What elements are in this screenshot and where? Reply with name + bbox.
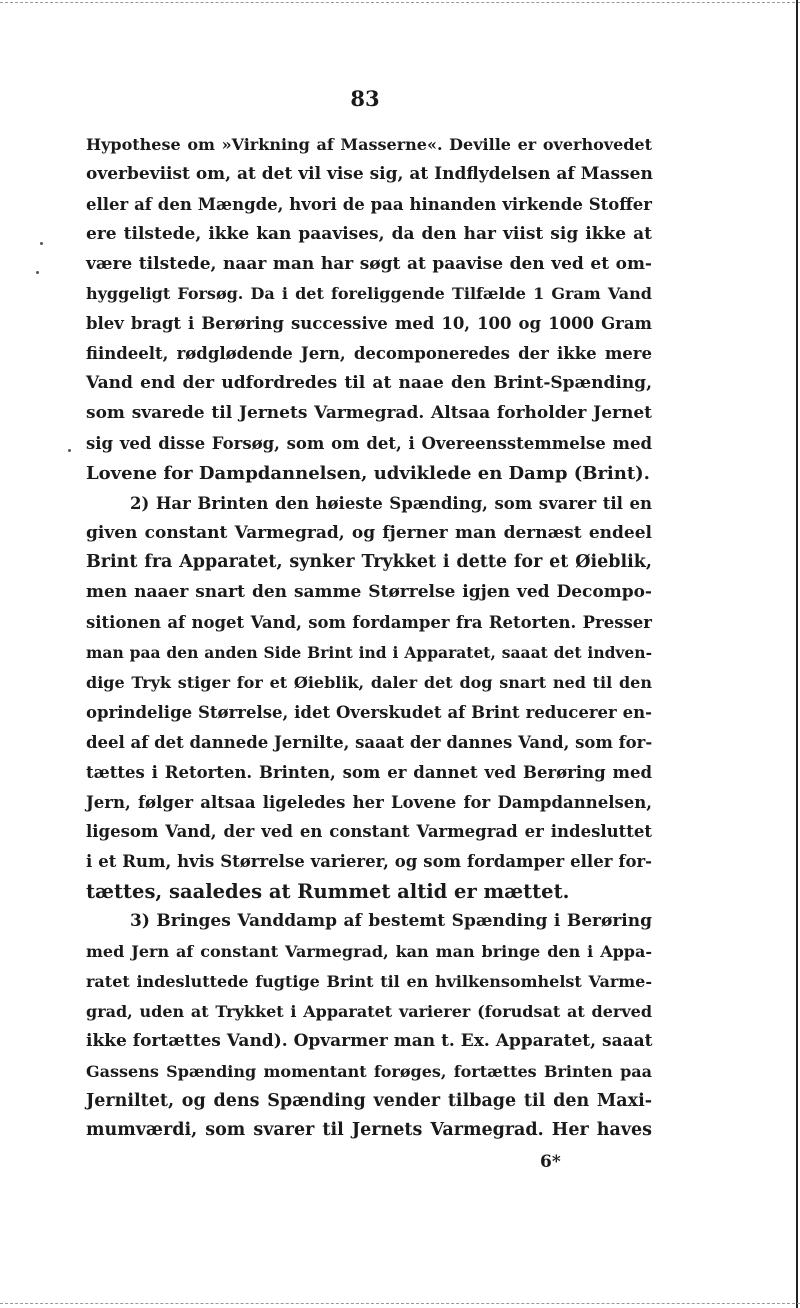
text-line: fiindeelt, rødglødende Jern, decomponeredes der ikke mere <box>86 344 652 364</box>
text-line: overbeviist om, at det vil vise sig, at Indflydelsen af Massen <box>86 163 653 184</box>
text-line: sitionen af noget Vand, som fordamper fra Retorten. Presser <box>86 613 652 633</box>
text-line: hyggeligt Forsøg. Da i det foreliggende Tilfælde 1 Gram Vand <box>86 284 652 304</box>
text-line: Gassens Spænding momentant forøges, fortættes Brinten paa <box>86 1061 652 1081</box>
scan-speck <box>36 271 39 274</box>
text-line: given constant Varmegrad, og fjerner man dernæst endeel <box>86 522 652 543</box>
text-line: Jerniltet, og dens Spænding vender tilbage til den Maxi- <box>86 1090 652 1111</box>
text-line: Vand end der udfordredes til at naae den Brint-Spænding, <box>86 373 652 394</box>
text-line: blev bragt i Berøring successive med 10, 100 og 1000 Gram <box>86 314 652 334</box>
text-line: tættes, saaledes at Rummet altid er mættet. <box>86 880 570 904</box>
body-text <box>86 130 652 1146</box>
text-line: mumværdi, som svarer til Jernets Varmegrad. Her haves <box>86 1120 652 1141</box>
text-line: med Jern af constant Varmegrad, kan man bringe den i Appa- <box>86 942 652 962</box>
text-line: Hypothese om »Virkning af Masserne«. Deville er overhovedet <box>86 135 652 154</box>
text-line: grad, uden at Trykket i Apparatet varierer (forudsat at derved <box>86 1001 652 1021</box>
scan-speck <box>68 449 71 452</box>
signature-mark: 6* <box>540 1152 561 1172</box>
text-line: man paa den anden Side Brint ind i Apparatet, saaat det indven- <box>86 643 652 663</box>
text-line: ligesom Vand, der ved en constant Varmegrad er indesluttet <box>86 822 652 842</box>
text-line: oprindelige Størrelse, idet Overskudet af Brint reducerer en- <box>86 702 652 722</box>
text-line: som svarede til Jernets Varmegrad. Altsaa forholder Jernet <box>86 403 652 424</box>
scan-edge-bottom <box>0 1303 800 1305</box>
text-line: i et Rum, hvis Størrelse varierer, og som fordamper eller for- <box>86 852 652 872</box>
text-line: tættes i Retorten. Brinten, som er dannet ved Berøring med <box>86 762 652 782</box>
text-line: deel af det dannede Jernilte, saaat der dannes Vand, som for- <box>86 732 653 752</box>
text-line: ere tilstede, ikke kan paavises, da den har viist sig ikke at <box>86 223 652 244</box>
text-line: være tilstede, naar man har søgt at paavise den ved et om- <box>86 253 652 274</box>
text-line: ratet indesluttede fugtige Brint til en hvilkensomhelst Varme- <box>86 971 652 991</box>
text-line: Jern, følger altsaa ligeledes her Lovene for Dampdannelsen, <box>86 792 652 812</box>
text-line: dige Tryk stiger for et Øieblik, daler det dog snart ned til den <box>86 673 652 693</box>
page-number: 83 <box>350 86 380 111</box>
scan-edge-right <box>796 0 798 1308</box>
text-line: ikke fortættes Vand). Opvarmer man t. Ex. Apparatet, saaat <box>86 1030 653 1051</box>
text-line: men naaer snart den samme Størrelse igjen ved Decompo- <box>86 582 652 603</box>
paragraph-start-line: 3) Bringes Vanddamp af bestemt Spænding i Berøring <box>130 911 652 932</box>
text-line: Brint fra Apparatet, synker Trykket i dette for et Øieblik, <box>86 552 652 573</box>
text-line: sig ved disse Forsøg, som om det, i Overeensstemmelse med <box>86 433 652 453</box>
scan-speck <box>40 242 43 245</box>
text-line: eller af den Mængde, hvori de paa hinanden virkende Stoffer <box>86 194 652 214</box>
scan-edge-top <box>0 2 800 4</box>
paragraph-start-line: 2) Har Brinten den høieste Spænding, som svarer til en <box>130 493 652 513</box>
text-line: Lovene for Dampdannelsen, udviklede en Damp (Brint). <box>86 462 650 484</box>
